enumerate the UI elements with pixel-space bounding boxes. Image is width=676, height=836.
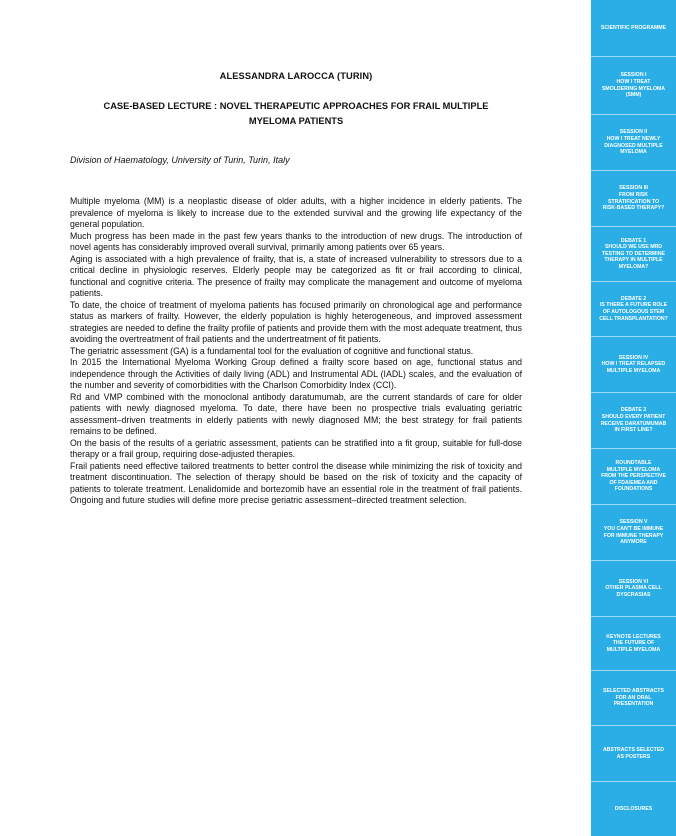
sidebar-item-label: SESSION II HOW I TREAT NEWLY DIAGNOSED MULTIPLE MYELOMA <box>604 129 663 156</box>
sidebar-item-selected-abstracts-oral[interactable] <box>591 671 676 725</box>
sidebar-item-keynote-lectures[interactable] <box>591 617 676 670</box>
sidebar-item-disclosures[interactable] <box>591 782 676 836</box>
sidebar-item-abstracts-posters[interactable] <box>591 726 676 781</box>
author-heading: ALESSANDRA LAROCCA (TURIN) <box>219 71 373 81</box>
sidebar-item-label: SESSION I HOW I TREAT SMOLDERING MYELOMA (SMM) <box>601 72 666 99</box>
sidebar-item-scientific-programme[interactable] <box>591 0 676 56</box>
sidebar-item-label: SESSION III FROM RISK STRATIFICATION TO RISK-BASED THERAPY? <box>602 185 665 212</box>
paragraph: Much progress has been made in the past few years thanks to the introduction of new drugs. The introduction of novel agents has considerably improved overall survival, primarily among patients over 65 years. <box>70 230 522 252</box>
sidebar-nav <box>591 0 676 836</box>
paragraph: The geriatric assessment (GA) is a fundamental tool for the evaluation of cognitive and functional status. <box>70 345 474 356</box>
sidebar-item-label: KEYNOTE LECTURES THE FUTURE OF MULTIPLE MYELOMA <box>606 633 661 653</box>
sidebar-item-debate-2[interactable] <box>591 282 676 336</box>
sidebar-item-session-5[interactable] <box>591 505 676 560</box>
sidebar-item-debate-1[interactable] <box>591 227 676 281</box>
sidebar-item-label: SESSION V YOU CAN'T BE IMMUNE FOR IMMUNE THERAPY ANYMORE <box>603 519 664 546</box>
sidebar-item-session-2[interactable] <box>591 115 676 170</box>
lecture-title: CASE-BASED LECTURE : NOVEL THERAPEUTIC APPROACHES FOR FRAIL MULTIPLE MYELOMA PATIENTS <box>103 101 489 126</box>
affiliation: Division of Haematology, University of Turin, Turin, Italy <box>70 155 290 165</box>
paragraph: Multiple myeloma (MM) is a neoplastic disease of older adults, with a higher incidence in elderly patients. The prevalence of myeloma is likely to increase due to the extended survival and the growing life expectancy of the general population. <box>70 196 522 229</box>
paragraph: Aging is associated with a high prevalence of frailty, that is, a state of increased vulnerability to stressors due to a critical decline in physiologic reserves. Elderly people may be categorized as fit or frail according to clinical, functional and cognitive criteria. The presence of frailty may complicate the management and outcome of myeloma patients. <box>70 253 522 298</box>
sidebar-item-label: SELECTED ABSTRACTS FOR AN ORAL PRESENTATION <box>603 688 664 708</box>
paragraph: In 2015 the International Myeloma Working Group defined a frailty score based on age, functional status and independence through the Activities of daily living (ADL) and Instrumental ADL (IADL) scales, and the evaluation of the number and severity of comorbidities with the Charlson Comorbidity Index (CCI). <box>70 357 522 390</box>
sidebar-item-label: SESSION VI OTHER PLASMA CELL DYSCRASIAS <box>605 578 662 598</box>
sidebar-item-label: SCIENTIFIC PROGRAMME <box>600 24 667 31</box>
sidebar-item-label: DEBATE 1 SHOULD WE USE MRD TESTING TO DETERMINE THERAPY IN MULTIPLE MYELOMA? <box>601 237 666 270</box>
sidebar-item-session-1[interactable] <box>591 57 676 114</box>
sidebar-item-label: DEBATE 3 SHOULD EVERY PATIENT RECEIVE DARATUMUMAB IN FIRST LINE? <box>600 407 667 434</box>
sidebar-item-label: SESSION IV HOW I TREAT RELAPSED MULTIPLE MYELOMA <box>601 354 666 374</box>
paragraph: Rd and VMP combined with the monoclonal antibody daratumumab, are the current standards of care for older patients with newly diagnosed myeloma. To date, there have been no prospective trials evaluating geriatric assessment–driven treatments in elderly patients with newly diagnosed MM; the best strategy for frail patients remains to be defined. <box>70 391 522 436</box>
sidebar-item-label: ROUNDTABLE MULTIPLE MYELOMA FROM THE PERSPECTIVE OF FDA/EMEA AND FOUNDATIONS <box>601 460 666 493</box>
sidebar-item-session-3[interactable] <box>591 171 676 226</box>
paragraph: Frail patients need effective tailored treatments to better control the disease while minimizing the risk of toxicity and treatment discontinuation. The selection of therapy should be based on the risk of toxicity and the capacity of patients to tolerate treatment. Lenalidomide and bortezomib have an essential role in the treatment of frail patients. Ongoing and future studies will define more precise geriatric assessment–directed treatment selection. <box>70 460 522 505</box>
sidebar-item-session-6[interactable] <box>591 561 676 616</box>
sidebar-item-label: DISCLOSURES <box>614 805 653 812</box>
sidebar-item-label: ABSTRACTS SELECTED AS POSTERS <box>602 746 665 760</box>
sidebar-item-session-4[interactable] <box>591 337 676 392</box>
paragraph: On the basis of the results of a geriatric assessment, patients can be stratified into a fit group, suitable for full-dose therapy or a frail group, requiring dose-adjusted therapies. <box>70 437 522 459</box>
abstract-body <box>70 196 522 507</box>
sidebar-item-debate-3[interactable] <box>591 393 676 448</box>
paragraph: To date, the choice of treatment of myeloma patients has focused primarily on chronological age and performance status as markers of frailty. However, the elderly population is highly heterogeneous, and improved assessment strategies are needed to define the frailty profile of patients and provide them with the most adequate treatment, thus avoiding the overtreatment of frail patients and the undertreatment of fit patients. <box>70 299 522 344</box>
sidebar-item-roundtable[interactable] <box>591 449 676 504</box>
sidebar-item-label: DEBATE 2 IS THERE A FUTURE ROLE OF AUTOLOGOUS STEM CELL TRANSPLANTATION? <box>599 295 668 322</box>
